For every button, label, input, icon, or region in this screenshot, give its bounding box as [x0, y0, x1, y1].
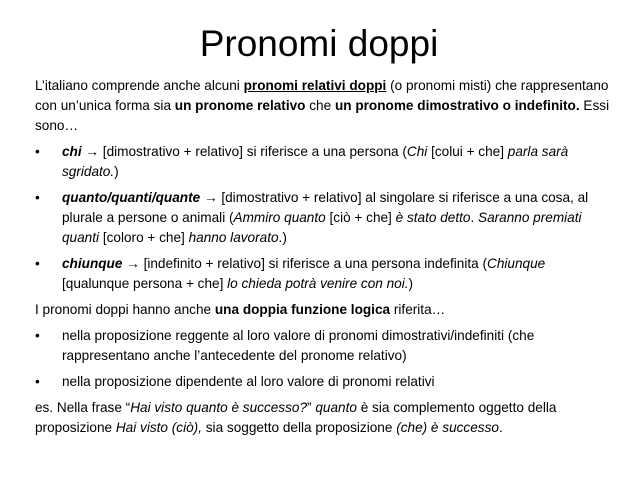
bullet-icon: •	[35, 374, 40, 389]
intro-paragraph: L’italiano comprende anche alcuni pronomi relativi doppi (o pronomi misti) che rappresentano con un’unica forma sia un pronome relativo che un pronome dimostrativo o indefinito. Essi sono…	[35, 78, 610, 133]
example-paragraph: es. Nella frase “Hai visto quanto è successo?” quanto è sia complemento oggetto della proposizione Hai visto (ciò), sia soggetto della proposizione (che) è successo.	[35, 400, 557, 435]
bullet-icon: •	[35, 190, 40, 205]
list-item-reggente: • nella proposizione reggente al loro valore di pronomi dimostrativi/indefiniti (che rappresentano anche l’antecedente del pronome relativo)	[35, 328, 535, 363]
bullet-icon: •	[35, 144, 40, 159]
slide-body	[35, 76, 615, 444]
term-pronome-dimostrativo: un pronome dimostrativo o indefinito.	[334, 98, 580, 113]
term-doppia-funzione: una doppia funzione logica	[214, 302, 391, 317]
list-item-dipendente: • nella proposizione dipendente al loro valore di pronomi relativi	[35, 372, 615, 392]
term-pronomi-relativi-doppi: pronomi relativi doppi	[243, 78, 387, 93]
list-item-quanto: • quanto/quanti/quante → [dimostrativo + relativo] al singolare si riferisce a una cosa, al plurale a persone o animali (Ammiro quanto [ciò + che] è stato detto. Saranno premiati quanti [coloro + che] hanno lavorato.)	[35, 190, 589, 245]
bullet-icon: •	[35, 328, 40, 343]
list-item-chi: • chi → [dimostrativo + relativo] si riferisce a una persona (Chi [colui + che] parla sarà sgridato.)	[35, 144, 569, 179]
term-pronome-relativo: un pronome relativo	[174, 98, 306, 113]
list-item-chiunque: • chiunque → [indefinito + relativo] si riferisce a una persona indefinita (Chiunque [qualunque persona + che] lo chieda potrà venire con noi.)	[35, 256, 546, 291]
bullet-icon: •	[35, 256, 40, 271]
page-title: Pronomi doppi	[199, 23, 439, 64]
function-paragraph: I pronomi doppi hanno anche una doppia funzione logica riferita…	[35, 302, 446, 317]
